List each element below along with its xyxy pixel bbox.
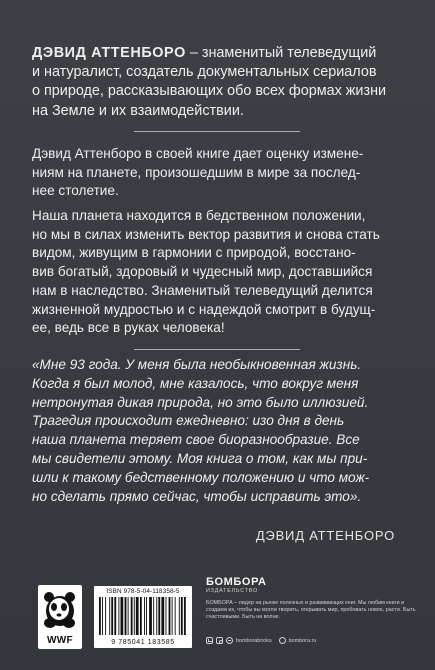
barcode-bar bbox=[161, 597, 164, 635]
barcode-bar bbox=[136, 597, 139, 635]
paragraph-line: ниям на планете, произошедшим в мире за послед- bbox=[32, 164, 361, 180]
author-quote bbox=[32, 356, 412, 506]
barcode-bar bbox=[99, 597, 101, 635]
barcode-bar bbox=[128, 597, 129, 635]
barcode-bar bbox=[179, 597, 180, 635]
barcode-bar bbox=[125, 597, 127, 635]
barcode-bar bbox=[181, 597, 183, 635]
paragraph-line: видом, живущим в гармонии с природой, восстано- bbox=[32, 245, 356, 261]
barcode-bar bbox=[109, 597, 110, 635]
vk-icon bbox=[206, 637, 213, 644]
author-name: ДЭВИД АТТЕНБОРО bbox=[32, 45, 186, 61]
publisher-socials bbox=[206, 637, 316, 644]
publisher-blurb: БОМБОРА – лидер на рынке полезных и развивающих книг. Мы любим книги и создаем их, чтобы вы могли творить, открывать мир, пробовать новое, расти. Быть счастливыми. Быть на волне. bbox=[206, 600, 416, 620]
quote-line: «Мне 93 года. У меня была необыкновенная жизнь. bbox=[32, 357, 362, 372]
paragraph-line: нее столетие. bbox=[32, 183, 119, 199]
paragraph-line: ее, ведь все в руках человека! bbox=[32, 320, 225, 336]
intro-line-4: на Земле и их взаимодействии. bbox=[32, 102, 244, 119]
paragraph-line: вив богатый, здоровый и чудесный мир, доставшийся bbox=[32, 264, 373, 280]
quote-line: шли к такому бедственному положению и что мож- bbox=[32, 469, 370, 485]
barcode-bar bbox=[105, 597, 106, 635]
quote-line: нетронутая дикая природа, но это было иллюзией. bbox=[32, 394, 369, 410]
barcode bbox=[94, 586, 192, 648]
globe-icon bbox=[279, 637, 286, 644]
barcode-bar bbox=[118, 597, 119, 635]
quote-line: мы свидетели этому. Моя книга о том, как мы при- bbox=[32, 450, 368, 466]
barcode-bar bbox=[184, 597, 186, 635]
barcode-bar bbox=[146, 597, 147, 635]
quote-line: наша планета теряет свое биоразнообразие. Все bbox=[32, 432, 360, 448]
barcode-bar bbox=[144, 597, 145, 635]
divider-top bbox=[134, 131, 300, 132]
barcode-bar bbox=[158, 597, 160, 635]
paragraph-line: но мы в силах изменить вектор развития и снова стать bbox=[32, 226, 380, 242]
paragraph-line: нам в наследство. Знаменитый телеведущий делится bbox=[32, 282, 373, 298]
barcode-bar bbox=[166, 597, 167, 635]
quote-line: Когда я был молод, мне казалось, что вокруг меня bbox=[32, 375, 359, 391]
barcode-bar bbox=[172, 597, 173, 635]
quote-line: но сделать прямо сейчас, чтобы исправить это». bbox=[32, 488, 362, 504]
barcode-bar bbox=[134, 597, 135, 635]
barcode-bar bbox=[175, 597, 176, 635]
paragraph-line: Наша планета находится в бедственном положении, bbox=[32, 208, 366, 223]
barcode-bar bbox=[131, 597, 133, 635]
publisher-brand: БОМБОРА bbox=[206, 576, 267, 588]
quote-line: Трагедия происходит ежедневно: изо дня в день bbox=[32, 413, 345, 429]
intro-line-2: и натуралист, создатель документальных сериалов bbox=[32, 64, 377, 81]
telegram-icon bbox=[226, 637, 233, 644]
author-intro bbox=[32, 44, 412, 121]
publisher-subtitle: ИЗДАТЕЛЬСТВО bbox=[206, 588, 259, 594]
barcode-bars bbox=[99, 597, 187, 635]
wwf-label: WWF bbox=[47, 635, 73, 646]
wwf-logo bbox=[38, 585, 82, 649]
social-handle: bomborabooks bbox=[236, 637, 272, 644]
barcode-bar bbox=[111, 597, 113, 635]
intro-line-3: о природе, рассказывающих обо всех формах жизни bbox=[32, 83, 387, 100]
publisher-block bbox=[206, 576, 416, 621]
publisher-website: bombora.ru bbox=[288, 637, 317, 644]
paragraph-line: Дэвид Аттенборо в своей книге дает оценку измене- bbox=[32, 146, 364, 161]
panda-logo-icon bbox=[42, 589, 78, 629]
intro-line-1: – знаменитый телеведущий bbox=[185, 45, 377, 61]
barcode-bar bbox=[169, 597, 171, 635]
barcode-bar bbox=[120, 597, 123, 635]
paragraph-1 bbox=[32, 145, 412, 201]
barcode-bar bbox=[156, 597, 157, 635]
paragraph-2 bbox=[32, 207, 412, 338]
divider-bottom bbox=[134, 349, 300, 350]
paragraph-line: жизненной мудростью и с надеждой смотрит в будущ- bbox=[32, 301, 376, 317]
barcode-bar bbox=[114, 597, 116, 635]
barcode-digits: 9 785041 183585 bbox=[111, 639, 175, 646]
barcode-bar bbox=[102, 597, 103, 635]
barcode-bar bbox=[153, 597, 154, 635]
barcode-bar bbox=[149, 597, 152, 635]
isbn-number: ISBN 978-5-04-118358-5 bbox=[106, 588, 180, 595]
quote-signature: ДЭВИД АТТЕНБОРО bbox=[255, 528, 395, 543]
instagram-icon bbox=[216, 637, 223, 644]
barcode-bar bbox=[140, 597, 142, 635]
